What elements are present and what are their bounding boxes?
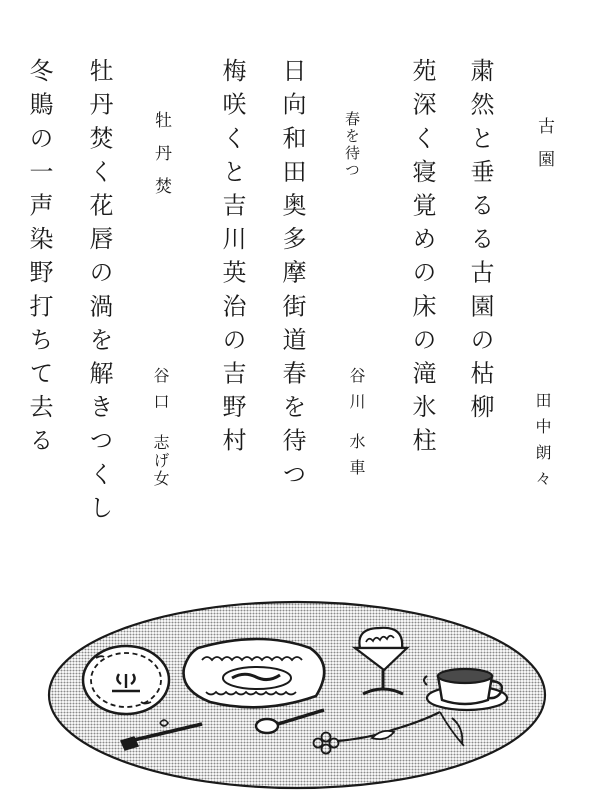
author-taniguchi-given: 志げ女 <box>151 434 170 488</box>
poem-line-3: 日向和田奥多摩街道春を待つ <box>278 58 306 495</box>
decorated-plate <box>83 646 169 714</box>
author-tanaka-roro: 田中朗々 <box>533 392 552 496</box>
author-tanigawa-given: 水車 <box>347 433 366 485</box>
author-taniguchi-family: 谷口 <box>151 367 170 419</box>
oval-serving-dish <box>184 639 325 707</box>
section-title-koen: 古園 <box>534 117 554 183</box>
poem-line-4: 梅咲くと吉川英治の吉野村 <box>218 58 246 462</box>
author-tanigawa-family: 谷川 <box>347 367 366 419</box>
section-title-botan-daki: 牡丹焚 <box>151 111 171 210</box>
poem-line-2: 苑深く寝覚めの床の滝氷柱 <box>408 58 436 462</box>
poem-line-6: 冬鵙の一声染野打ちて去る <box>25 58 53 462</box>
section-title-haru-wo-matsu: 春を待つ <box>343 111 361 179</box>
poem-line-1: 粛然と垂るる古園の枯柳 <box>466 58 494 428</box>
poem-line-5: 牡丹焚く花唇の渦を解きつくし <box>85 58 113 529</box>
